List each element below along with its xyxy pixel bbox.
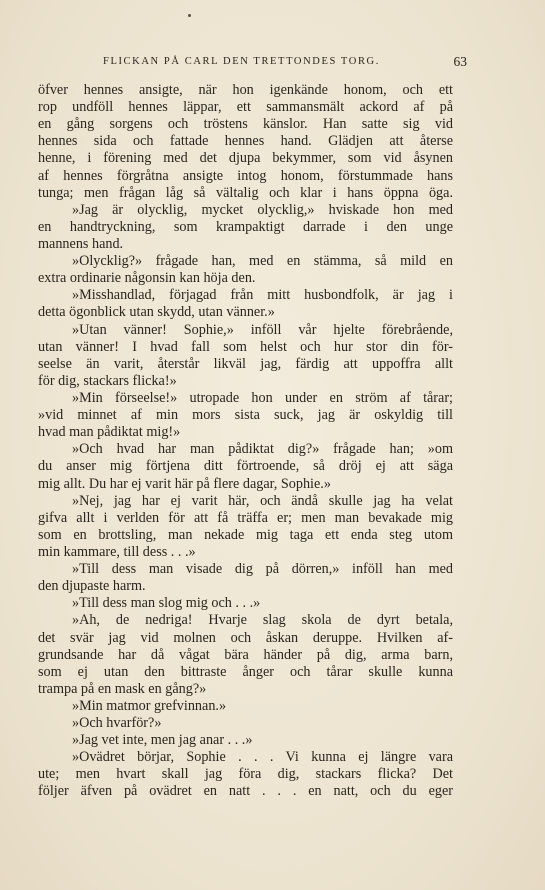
page-number: 63 <box>453 54 467 69</box>
text-line: »vid minnet af min mors sista suck, jag är oskyldig till <box>38 407 453 424</box>
text-line: »Jag vet inte, men jag anar . . .» <box>72 732 253 749</box>
text-line: det svär jag vid molnen och åskan deruppe. Hvilken af- <box>38 629 453 646</box>
text-line: »Min förseelse!» utropade hon under en ström af tårar; <box>72 389 453 406</box>
text-line: »Och hvad har man pådiktat dig?» frågade han; »om <box>72 441 453 458</box>
text-line: mig allt. Du har ej varit här på flere dagar, Sophie.» <box>38 475 331 492</box>
text-line: »Till dess man slog mig och . . .» <box>72 595 261 612</box>
text-line: du anser mig förtjena ditt förtroende, så dröj ej att säga <box>38 458 453 475</box>
text-line: »Ah, de nedriga! Hvarje slag skola de dyrt betala, <box>72 612 453 629</box>
text-line: »Misshandlad, förjagad från mitt husbondfolk, är jag i <box>72 287 453 304</box>
text-line: »Jag är olycklig, mycket olycklig,» hviskade hon med <box>72 201 453 218</box>
text-line: den djupaste harm. <box>38 578 146 595</box>
text-line: detta ögonblick utan skydd, utan vänner.» <box>38 304 275 321</box>
body-text <box>38 82 453 801</box>
text-line: tunga; men frågan låg så vältalig och klar i hans öppna öga. <box>38 184 453 201</box>
text-line: rop undföll hennes läppar, ett sammansmält ackord af på <box>38 99 453 116</box>
text-line: »Och hvarför?» <box>72 715 162 732</box>
text-line: trampa på en mask en gång?» <box>38 680 207 697</box>
text-line: gifva allt i verlden för att få träffa er; men man bevakade mig <box>38 509 453 526</box>
text-line: hvad man pådiktat mig!» <box>38 424 181 441</box>
ink-speck <box>188 14 191 17</box>
text-line: min kammare, till dess . . .» <box>38 543 196 560</box>
text-line: seelse än varit, återstår likväl jag, färdig att uppoffra allt <box>38 355 453 372</box>
text-line: »Min matmor grefvinnan.» <box>72 697 227 714</box>
text-line: ute; men hvart skall jag föra dig, stackars flicka? Det <box>38 766 453 783</box>
text-line: »Olycklig?» frågade han, med en stämma, så mild en <box>72 253 453 270</box>
text-line: för dig, stackars flicka!» <box>38 372 177 389</box>
text-line: en gång sorgens och tröstens känslor. Han satte sig vid <box>38 116 453 133</box>
text-line: hennes sida och fattade hennes hand. Glädjen att återse <box>38 133 453 150</box>
text-line: grundsande har då vågat bära händer på dig, arma barn, <box>38 646 453 663</box>
text-line: som en brottsling, man nekade mig taga ett enda steg utom <box>38 526 453 543</box>
text-line: en handtryckning, som krampaktigt darrade i den unge <box>38 218 453 235</box>
page-header <box>103 54 467 70</box>
text-line: öfver hennes ansigte, när hon igenkände honom, och ett <box>38 82 453 98</box>
text-line: af hennes förgråtna ansigte intog honom, förstummade hans <box>38 167 453 184</box>
text-line: »Till dess man visade dig på dörren,» inföll han med <box>72 561 453 578</box>
text-line: »Utan vänner! Sophie,» inföll vår hjelte förebrående, <box>72 321 453 338</box>
text-line: som ej utan den bittraste ånger och tårar skulle kunna <box>38 663 453 680</box>
running-title: FLICKAN PÅ CARL DEN TRETTONDES TORG. <box>103 56 380 67</box>
text-line: följer äfven på ovädret en natt . . . en natt, och du eger <box>38 783 453 800</box>
text-line: extra ordinarie någonsin kan höja den. <box>38 270 256 287</box>
text-line: »Ovädret börjar, Sophie . . . Vi kunna ej längre vara <box>72 749 453 766</box>
text-line: utan vänner! I hvad fall som helst och hur stor din för- <box>38 338 453 355</box>
text-line: »Nej, jag har ej varit här, och ändå skulle jag ha velat <box>72 492 453 509</box>
text-line: henne, i förening med det djupa bekymmer, som vid åsynen <box>38 150 453 167</box>
text-line: mannens hand. <box>38 235 124 252</box>
